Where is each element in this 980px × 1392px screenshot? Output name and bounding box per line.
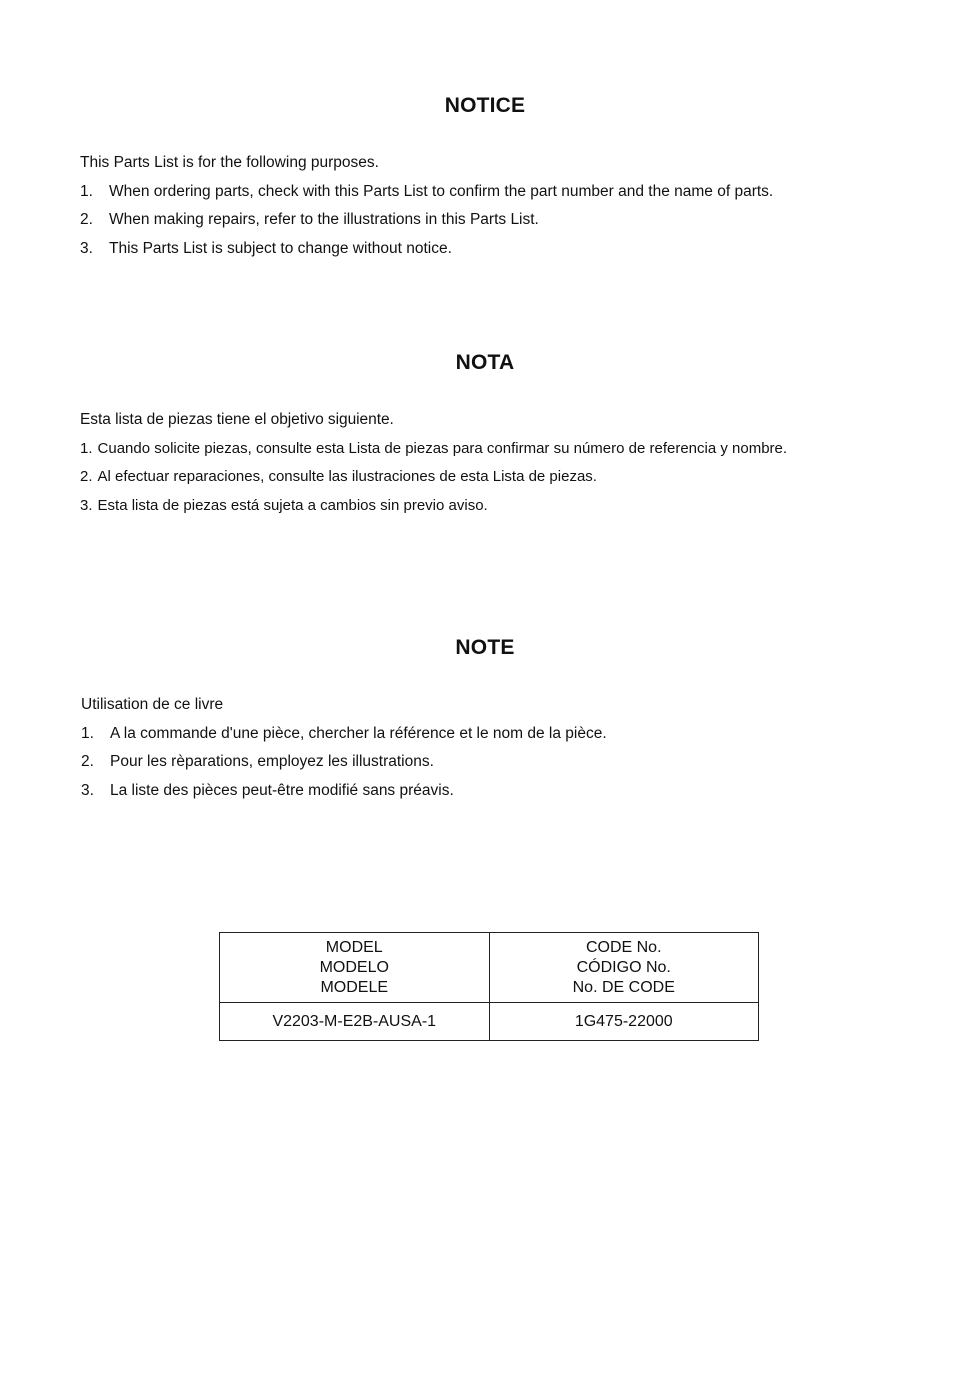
item-number: 2. bbox=[80, 211, 93, 229]
note-item bbox=[81, 748, 607, 777]
notice-item bbox=[80, 178, 773, 207]
item-number: 1. bbox=[81, 724, 94, 742]
code-header-es: CÓDIGO No. bbox=[576, 958, 671, 976]
item-number: 3. bbox=[81, 782, 94, 800]
item-number: 1. bbox=[80, 182, 93, 200]
nota-item bbox=[80, 492, 787, 521]
note-item bbox=[81, 777, 607, 806]
item-text: This Parts List is subject to change without notice. bbox=[109, 240, 452, 258]
item-number: 1. bbox=[80, 439, 93, 457]
note-intro bbox=[81, 691, 607, 720]
note-item bbox=[81, 720, 607, 749]
model-cell: V2203-M-E2B-AUSA-1 bbox=[220, 1003, 490, 1041]
item-text: A la commande d'une pièce, chercher la référence et le nom de la pièce. bbox=[110, 724, 607, 742]
item-text: La liste des pièces peut-être modifié sans préavis. bbox=[110, 782, 454, 800]
notice-intro-text: This Parts List is for the following purposes. bbox=[80, 154, 379, 171]
note-list bbox=[81, 691, 607, 806]
table-header-row bbox=[220, 933, 759, 1003]
code-header-en: CODE No. bbox=[585, 938, 662, 956]
notice-list bbox=[80, 149, 773, 264]
item-text: Pour les rèparations, employez les illustrations. bbox=[110, 753, 434, 771]
notice-item bbox=[80, 206, 773, 235]
nota-list bbox=[80, 406, 787, 521]
model-header-es: MODELO bbox=[319, 958, 389, 976]
model-header-en: MODEL bbox=[325, 938, 383, 956]
model-code-table bbox=[219, 932, 759, 1041]
item-number: 2. bbox=[80, 468, 93, 486]
table-row bbox=[220, 1003, 759, 1041]
notice-heading: NOTICE bbox=[444, 94, 526, 117]
notice-intro bbox=[80, 149, 773, 178]
item-text: Al efectuar reparaciones, consulte las ilustraciones de esta Lista de piezas. bbox=[97, 468, 597, 486]
nota-intro-text: Esta lista de piezas tiene el objetivo siguiente. bbox=[80, 411, 394, 428]
nota-heading: NOTA bbox=[455, 351, 515, 374]
item-number: 2. bbox=[81, 753, 94, 771]
nota-item bbox=[80, 435, 787, 464]
notice-item bbox=[80, 235, 773, 264]
item-number: 3. bbox=[80, 497, 93, 515]
code-cell: 1G475-22000 bbox=[489, 1003, 759, 1041]
note-intro-text: Utilisation de ce livre bbox=[81, 696, 224, 713]
model-header-cell bbox=[220, 933, 490, 1003]
model-header-fr: MODELE bbox=[320, 978, 389, 996]
item-text: When making repairs, refer to the illustrations in this Parts List. bbox=[109, 211, 539, 229]
item-text: Esta lista de piezas está sujeta a cambios sin previo aviso. bbox=[97, 497, 488, 515]
code-header-cell bbox=[489, 933, 759, 1003]
nota-item bbox=[80, 463, 787, 492]
nota-intro bbox=[80, 406, 787, 435]
item-number: 3. bbox=[80, 240, 93, 258]
item-text: When ordering parts, check with this Parts List to confirm the part number and the name of parts. bbox=[109, 182, 774, 200]
code-header-fr: No. DE CODE bbox=[572, 978, 675, 996]
item-text: Cuando solicite piezas, consulte esta Lista de piezas para confirmar su número de referencia y nombre. bbox=[97, 439, 788, 457]
note-heading: NOTE bbox=[455, 636, 515, 659]
